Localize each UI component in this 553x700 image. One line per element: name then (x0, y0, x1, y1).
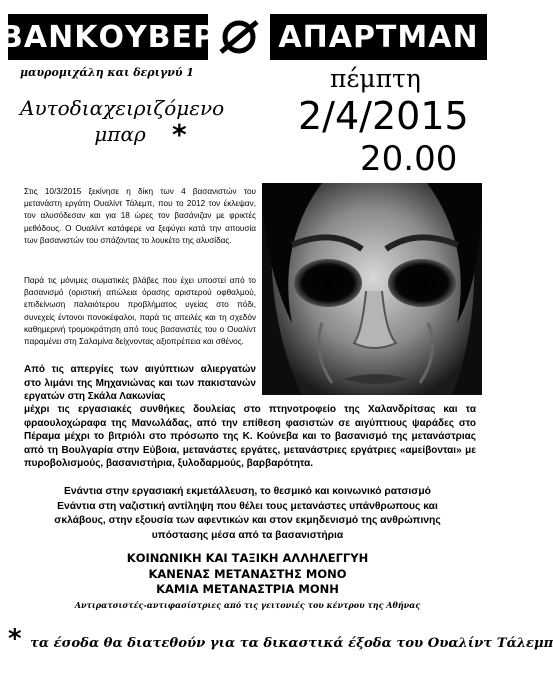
event-date: 2/4/2015 (298, 94, 469, 138)
event-name-line2: μπαρ (94, 122, 146, 146)
slogan-solidarity: ΚΟΙΝΩΝΙΚΗ ΚΑΙ ΤΑΞΙΚΗ ΑΛΛΗΛΕΓΓΥΗ (126, 551, 369, 565)
event-name (20, 95, 225, 147)
event-asterisk: * (172, 118, 187, 151)
statement-line3: σκλάβους, στην εξουσία των αφεντικών και στον εκμηδενισμό της ανθρώπινης (54, 515, 441, 526)
statement-line2: Ενάντια στη ναζιστική αντίληψη που θέλει τους μετανάστες υπάνθρωπους και (57, 500, 438, 512)
event-name-line1: Αυτοδιαχειριζόμενο (20, 96, 225, 120)
paragraph-strikes: Από τις απεργίες των αιγύπτιων αλιεργατών στο λιμάνι της Μηχανιώνας και των πακιστανών εργατών στη Σκάλα Λακωνίας (24, 364, 256, 402)
statement-line4: υπόστασης μέσα από τα βασανιστήρια (151, 529, 344, 541)
slogan-no-migrant-alone-f: ΚΑΜΙΑ ΜΕΤΑΝΑΣΤΡΙΑ ΜΟΝΗ (156, 582, 339, 596)
footnote: τα έσοδα θα διατεθούν για τα δικαστικά έξοδα του Ουαλίντ Τάλεμπ (30, 636, 553, 651)
footnote-asterisk: * (8, 624, 22, 654)
paragraph-trial: Στις 10/3/2015 ξεκίνησε η δίκη των 4 βασανιστών του μετανάστη εργάτη Ουαλίντ Τάλεμπ, που το 2012 τον έκλεψαν, τον αλυσόδεσαν και για 18 ώρες τον βασάνιζαν με φρικτές μεθόδους. Ο Ουαλίντ κατάφερε να ξεφύγει κατά την απουσία των βασανιστών του σπάζοντας το λουκέτο της αλυσίδας. (24, 187, 256, 245)
title-left: ΒΑΝΚΟΥΒΕΡ (8, 14, 208, 60)
statement-line1: Ενάντια στην εργασιακή εκμετάλλευση, το θεσμικό και κοινωνικό ρατσισμό (64, 486, 431, 497)
paragraph-injuries: Παρά τις μόνιμες σωματικές βλάβες που έχει υποστεί από το βασανισμό (οριστική απώλεια όρασης αριστερού οφθαλμού, επιδείνωση παλαιότερου προβλήματος υγείας στο πόδι, συνεχείς έντονοι πονοκέφαλοι, παρά τις απειλές και τη σχεδόν καθημερινή τρομοκράτηση από τους βασανιστές του ο Ουαλίντ παραμένει στη Σαλαμίνα δείχνοντας αξιοπρέπεια και σθένος. (24, 276, 256, 347)
title-bar (0, 14, 487, 60)
face-dark-eyes-image (262, 183, 482, 395)
slogans (10, 551, 485, 598)
event-time: 20.00 (360, 139, 458, 179)
slogan-no-migrant-alone-m: ΚΑΝΕΝΑΣ ΜΕΤΑΝΑΣΤΗΣ ΜΟΝΟ (148, 566, 347, 581)
venue-address: μαυρομιχάλη και δεριγνύ 1 (20, 66, 194, 79)
title-right: ΑΠΑΡΤΜΑΝ (270, 14, 487, 60)
event-day: πέμπτη (330, 64, 421, 93)
signature: Αντιρατσιστές-αντιφασίστριες από τις γειτονιές του κέντρου της Αθήνας (74, 600, 421, 610)
statement (10, 485, 485, 543)
circle-slash-logo-icon (215, 16, 263, 58)
paragraph-abuses: μέχρι τις εργασιακές συνθήκες δουλείας στο πτηνοτροφείο της Χαλανδρίτσας και τα φραουλοχώραφα της Μανωλάδας, από την επίθεση φασιστών σε αιγύπτιους ψαράδες στο Πέραμα μέχρι το βιτριόλι στο πρόσωπο της Κ. Κούνεβα και το βασανισμό της μετανάστριας από τη Βουλγαρία στην Εύβοια, μετανάστες εργάτες, μετανάστριες εργάτριες «αμείβονται» με πυροβολισμούς, βασανιστήρια, ξυλοδαρμούς, βαρβαρότητα. (24, 404, 476, 470)
